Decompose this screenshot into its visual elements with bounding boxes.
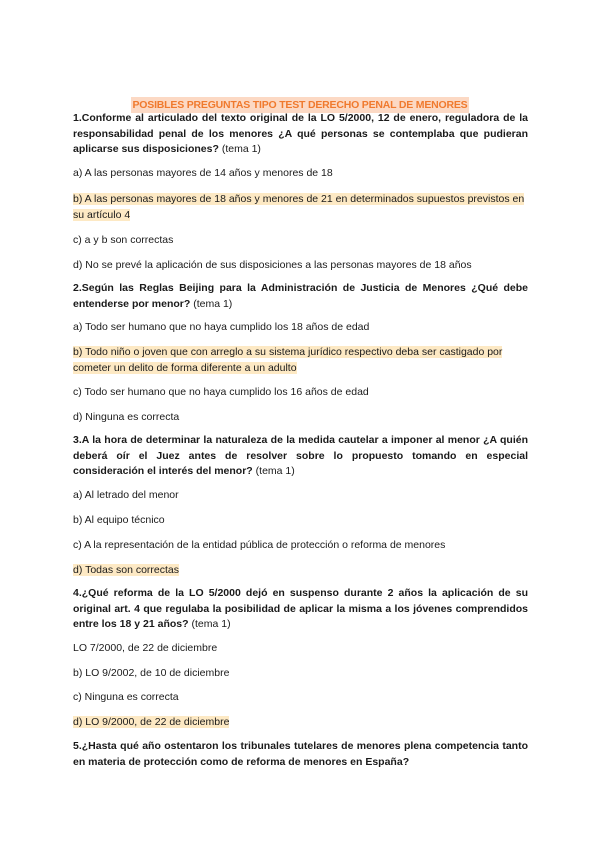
- option-1c: c) a y b son correctas: [73, 234, 174, 246]
- option-2c: c) Todo ser humano que no haya cumplido los 16 años de edad: [73, 386, 369, 398]
- option-2a: a) Todo ser humano que no haya cumplido los 18 años de edad: [73, 321, 370, 333]
- question-1: [73, 111, 528, 158]
- option-2d: d) Ninguna es correcta: [73, 411, 180, 423]
- option-1a: a) A las personas mayores de 14 años y menores de 18: [73, 167, 333, 179]
- option-4a: LO 7/2000, de 22 de diciembre: [73, 642, 218, 654]
- question-tema: (tema 1): [190, 297, 233, 310]
- question-text: 2.Según las Reglas Beijing para la Administración de Justicia de Menores ¿Qué debe entenderse por menor?: [73, 282, 528, 310]
- option-1d: d) No se prevé la aplicación de sus disposiciones a las personas mayores de 18 años: [73, 259, 472, 271]
- option-1b-correct: b) A las personas mayores de 18 años y menores de 21 en determinados supuestos previstos en su artículo 4: [73, 193, 525, 221]
- option-4b: b) LO 9/2002, de 10 de diciembre: [73, 667, 230, 679]
- question-text: 5.¿Hasta qué año ostentaron los tribunales tutelares de menores plena competencia tanto en materia de protección como de reforma de menores en España?: [73, 740, 528, 768]
- question-4: [73, 586, 528, 633]
- option-2b-correct: b) Todo niño o joven que con arreglo a su sistema jurídico respectivo deba ser castigado por cometer un delito de forma diferente a un adulto: [73, 346, 503, 374]
- document-title: POSIBLES PREGUNTAS TIPO TEST DERECHO PENAL DE MENORES: [132, 99, 468, 111]
- question-3: [73, 433, 528, 480]
- question-tema: (tema 1): [252, 465, 295, 477]
- question-text: 3.A la hora de determinar la naturaleza de la medida cautelar a imponer al menor ¿A quién deberá oír el Juez antes de resolver sobre lo propuesto tomando en especial consideración el interés del menor?: [73, 434, 528, 477]
- question-tema: (tema 1): [188, 618, 231, 630]
- option-3d-correct: d) Todas son correctas: [73, 564, 180, 576]
- option-4c: c) Ninguna es correcta: [73, 691, 179, 703]
- option-4d-correct: d) LO 9/2000, de 22 de diciembre: [73, 716, 230, 728]
- question-5: [73, 739, 528, 770]
- option-3b: b) Al equipo técnico: [73, 514, 165, 526]
- question-2: [73, 281, 528, 312]
- question-text: 4.¿Qué reforma de la LO 5/2000 dejó en suspenso durante 2 años la aplicación de su original art. 4 que regulaba la posibilidad de aplicar la misma a los jóvenes comprendidos entre los 18 y 21 años?: [73, 587, 528, 630]
- question-text: 1.Conforme al articulado del texto original de la LO 5/2000, 12 de enero, reguladora de la responsabilidad penal de los menores ¿A qué personas se contemplaba que pudieran aplicarse sus disposiciones?: [73, 112, 528, 155]
- option-3c: c) A la representación de la entidad pública de protección o reforma de menores: [73, 539, 446, 551]
- option-3a: a) Al letrado del menor: [73, 489, 179, 501]
- question-tema: (tema 1): [218, 143, 261, 155]
